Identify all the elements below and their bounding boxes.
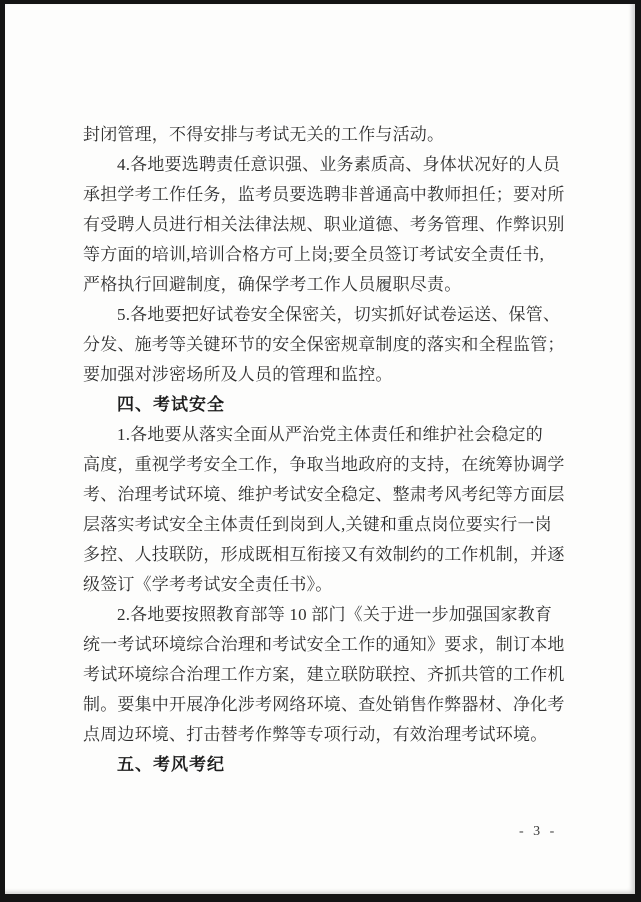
- doc-line: 1.各地要从落实全面从严治党主体责任和维护社会稳定的: [117, 425, 543, 444]
- doc-line: 有受聘人员进行相关法律法规、职业道德、考务管理、作弊识别: [83, 215, 565, 234]
- doc-line: 考、治理考试环境、维护考试安全稳定、整肃考风考纪等方面层: [83, 485, 565, 504]
- doc-line: 层落实考试安全主体责任到岗到人,关键和重点岗位要实行一岗: [83, 515, 552, 534]
- doc-line: 级签订《学考考试安全责任书》。: [83, 575, 333, 594]
- doc-line: 等方面的培训,培训合格方可上岗;要全员签订考试安全责任书,: [83, 245, 545, 264]
- doc-line: 要加强对涉密场所及人员的管理和监控。: [83, 365, 393, 384]
- section-heading-exam-safety: 四、考试安全: [117, 395, 225, 414]
- doc-line: 考试环境综合治理工作方案，建立联防联控、齐抓共管的工作机: [83, 665, 565, 684]
- section-heading-exam-discipline: 五、考风考纪: [117, 755, 225, 774]
- doc-line: 制。要集中开展净化涉考网络环境、查处销售作弊器材、净化考: [83, 695, 565, 714]
- doc-line: 多控、人技联防，形成既相互衔接又有效制约的工作机制，并逐: [83, 545, 565, 564]
- doc-line: 5.各地要把好试卷安全保密关，切实抓好试卷运送、保管、: [117, 305, 561, 324]
- doc-line: 承担学考工作任务，监考员要选聘非普通高中教师担任；要对所: [83, 185, 565, 204]
- doc-line: 统一考试环境综合治理和考试安全工作的通知》要求，制订本地: [83, 635, 565, 654]
- doc-line: 分发、施考等关键环节的安全保密规章制度的落实和全程监管；: [83, 335, 565, 354]
- doc-line: 2.各地要按照教育部等 10 部门《关于进一步加强国家教育: [117, 605, 553, 624]
- doc-line: 封闭管理，不得安排与考试无关的工作与活动。: [83, 125, 445, 144]
- doc-line: 严格执行回避制度，确保学考工作人员履职尽责。: [83, 275, 462, 294]
- doc-line: 高度，重视学考安全工作，争取当地政府的支持，在统筹协调学: [83, 455, 565, 474]
- page-number: - 3 -: [519, 824, 558, 839]
- document-body: [83, 120, 567, 780]
- doc-line: 4.各地要选聘责任意识强、业务素质高、身体状况好的人员: [117, 155, 561, 174]
- doc-line: 点周边环境、打击替考作弊等专项行动，有效治理考试环境。: [83, 725, 548, 744]
- document-page: [5, 4, 635, 894]
